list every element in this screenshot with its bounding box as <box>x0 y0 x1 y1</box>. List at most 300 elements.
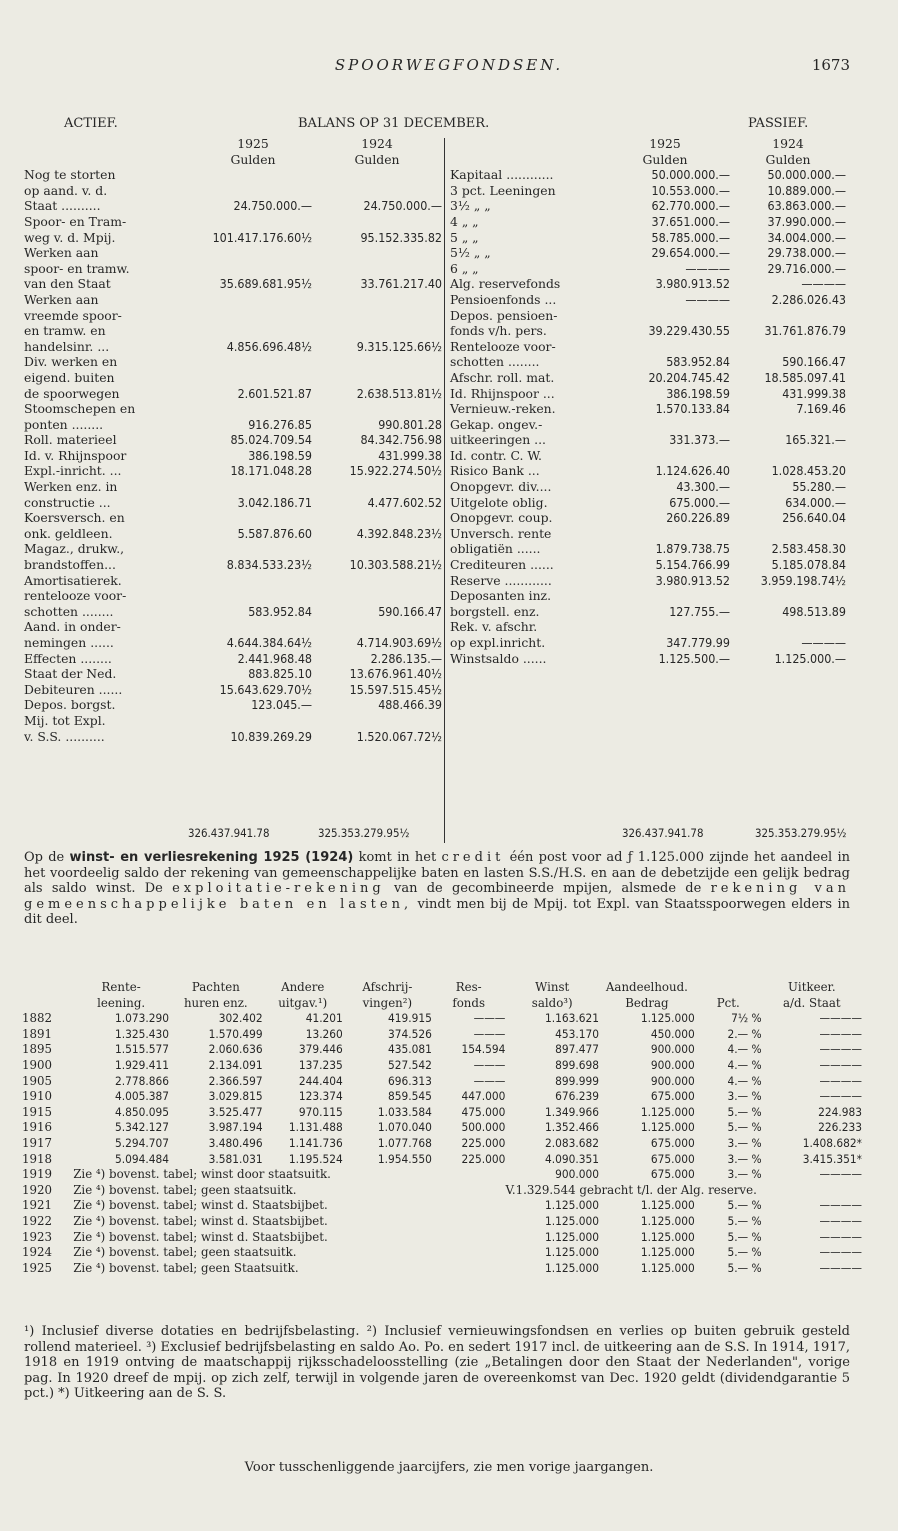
unit-row: Gulden Gulden <box>230 151 400 167</box>
value-cell: 7½ % <box>731 1011 762 1026</box>
value-1925: 62.770.000.— <box>651 198 730 214</box>
liabilities-row <box>450 261 846 277</box>
value-cell: ———— <box>819 1167 862 1182</box>
assets-row <box>24 230 442 246</box>
column-header: Aandeelhoud. <box>605 980 688 994</box>
value-1925: 916.276.85 <box>248 416 312 432</box>
value-1924: 488.466.39 <box>378 697 442 713</box>
item-label: Afschr. roll. mat. <box>450 369 555 385</box>
assets-row <box>24 635 442 651</box>
value-cell: 2.083.682 <box>545 1135 600 1150</box>
assets-row <box>24 198 442 214</box>
value-cell: 1.408.682* <box>802 1135 862 1150</box>
value-cell: 3.525.477 <box>208 1104 263 1119</box>
value-cell: 4.— % <box>727 1057 762 1072</box>
running-title: SPOORWEGFONDSEN. <box>334 56 564 74</box>
assets-row <box>24 651 442 667</box>
value-cell: ———— <box>819 1089 862 1104</box>
assets-table <box>24 136 442 744</box>
value-cell: 1.349.966 <box>545 1104 600 1119</box>
value-cell: 1.163.621 <box>545 1011 600 1026</box>
liabilities-row <box>450 386 846 402</box>
value-cell: 675.000 <box>650 1135 695 1150</box>
value-1925 <box>194 510 312 526</box>
value-cell: 5.— % <box>727 1245 762 1260</box>
value-1925 <box>194 588 312 604</box>
value-cell: 1.125.000 <box>640 1120 695 1135</box>
item-label: 3½ „ „ <box>450 198 491 214</box>
assets-row <box>24 682 442 698</box>
item-label: op aand. v. d. <box>24 182 108 198</box>
year-row <box>22 1167 862 1183</box>
item-label: obligatiën ...... <box>450 541 541 557</box>
value-1924: 15.597.515.45½ <box>349 681 442 697</box>
value-cell: 419.915 <box>388 1011 432 1026</box>
value-cell: 5.— % <box>727 1213 762 1228</box>
item-label: Werken aan <box>24 245 99 261</box>
assets-row <box>24 666 442 682</box>
value-cell: 225.000 <box>461 1135 506 1150</box>
value-cell: 5.— % <box>727 1260 762 1275</box>
value-1925 <box>194 261 312 277</box>
value-1924 <box>312 541 442 557</box>
assets-row <box>24 261 442 277</box>
year-row <box>22 1074 862 1090</box>
value-1924: 256.640.04 <box>782 510 846 526</box>
value-1925: 883.825.10 <box>248 666 312 682</box>
liabilities-row <box>450 541 846 557</box>
value-cell: ——— <box>473 1011 506 1026</box>
value-1925 <box>600 448 730 464</box>
value-1925 <box>194 370 312 386</box>
value-cell: 450.000 <box>650 1026 695 1041</box>
item-label: Staat .......... <box>24 198 101 214</box>
value-1925: ———— <box>685 291 730 307</box>
value-1925: 24.750.000.— <box>233 198 312 214</box>
item-label: Debiteuren ...... <box>24 681 123 697</box>
column-header: saldo³) <box>531 995 573 1010</box>
year-row <box>22 1230 862 1246</box>
liabilities-row <box>450 230 846 246</box>
value-cell: 5.— % <box>727 1229 762 1244</box>
value-1924: 3.959.198.74½ <box>760 572 846 588</box>
value-cell: 1.125.000 <box>545 1198 600 1213</box>
value-1925: 101.417.176.60½ <box>212 229 312 245</box>
value-1925: 5.154.766.99 <box>655 557 730 573</box>
value-cell: 1.070.040 <box>377 1120 432 1135</box>
value-cell: 2.— % <box>727 1026 762 1041</box>
value-cell: 696.313 <box>388 1073 432 1088</box>
column-header: fonds <box>452 995 486 1010</box>
value-1925: 15.643.629.70½ <box>219 681 312 697</box>
item-label: handelsinr. ... <box>24 338 110 354</box>
value-1925 <box>194 619 312 635</box>
value-1924: 18.585.097.41 <box>764 369 846 385</box>
value-1924 <box>312 619 442 635</box>
value-1925 <box>194 479 312 495</box>
value-1924 <box>312 354 442 370</box>
value-1924: 1.520.067.72½ <box>356 728 442 744</box>
page-number: 1673 <box>811 56 850 74</box>
value-1925: 50.000.000.— <box>651 167 730 183</box>
value-1924: ———— <box>801 635 846 650</box>
item-label: Div. werken en <box>24 354 118 370</box>
year-cell: 1925 <box>22 1260 53 1275</box>
value-1925: 85.024.709.54 <box>230 432 312 448</box>
profit-loss-note: Op de winst- en verliesrekening 1925 (1924) komt in het credit één post voor ad ƒ 1.125.000 zijnde het aandeel in het voordeelig saldo der rekening van gemeenschappelijke baten en lasten S.S./H.S. en aan de debetzijde een gelijk bedrag als saldo winst. De exploitatie-rekening van de gecombineerde mpijen, alsmede de rekening van gemeenschappelijke baten en lasten, vindt men bij de Mpij. tot Expl. van Staatsspoorwegen elders in dit deel. <box>24 850 850 927</box>
value-1924 <box>730 448 846 464</box>
year-row <box>22 1027 862 1043</box>
item-label: fonds v/h. pers. <box>450 323 547 339</box>
liabilities-row <box>450 276 846 292</box>
value-1924: 33.761.217.40 <box>360 276 442 292</box>
value-cell: 900.000 <box>650 1057 695 1072</box>
value-cell: 675.000 <box>650 1167 695 1182</box>
assets-row <box>24 245 442 261</box>
value-cell: 1.125.000 <box>640 1104 695 1119</box>
value-1924: 2.286.026.43 <box>771 291 846 307</box>
value-cell: 5.— % <box>727 1198 762 1213</box>
value-1925: 35.689.681.95½ <box>219 276 312 292</box>
item-label: Expl.-inricht. ... <box>24 463 122 479</box>
value-1925: 127.755.— <box>669 603 730 619</box>
value-cell: 137.235 <box>298 1057 343 1072</box>
value-cell: 1.077.768 <box>377 1135 432 1150</box>
value-1925: 583.952.84 <box>248 603 312 619</box>
value-cell: 4.— % <box>727 1073 762 1088</box>
value-1924: 1.125.000.— <box>774 650 846 666</box>
item-label: 6 „ „ <box>450 260 479 276</box>
value-1924: 31.761.876.79 <box>764 323 846 339</box>
item-label: Staat der Ned. <box>24 666 117 682</box>
year-cell: 1919 <box>22 1167 53 1182</box>
value-cell: 1.125.000 <box>545 1260 600 1275</box>
value-cell: 3.— % <box>727 1151 762 1166</box>
value-cell: ———— <box>819 1198 862 1213</box>
value-cell: ———— <box>819 1057 862 1072</box>
year-cell: 1921 <box>22 1198 53 1213</box>
value-cell: 5.294.707 <box>115 1135 170 1150</box>
liabilities-row <box>450 588 846 604</box>
value-1924 <box>312 292 442 308</box>
value-1925: 331.373.— <box>669 432 730 448</box>
value-1925 <box>194 713 312 729</box>
remark-cell: Zie ⁴) bovenst. tabel; winst d. Staatsbijbet. <box>73 1229 328 1244</box>
value-cell: 1.570.499 <box>208 1026 263 1041</box>
assets-row <box>24 541 442 557</box>
liabilities-row <box>450 432 846 448</box>
value-cell: 302.402 <box>218 1011 263 1026</box>
year-row <box>22 1152 862 1168</box>
assets-row <box>24 401 442 417</box>
value-1925: 10.553.000.— <box>651 182 730 198</box>
value-1925: 1.124.626.40 <box>655 463 730 479</box>
liabilities-row <box>450 448 846 464</box>
value-cell: 3.581.031 <box>208 1151 263 1166</box>
item-label: Pensioenfonds ... <box>450 291 557 307</box>
balance-title: BALANS OP 31 DECEMBER. <box>298 116 490 131</box>
value-cell: 1.131.488 <box>288 1120 343 1135</box>
value-1924: 34.004.000.— <box>767 229 846 245</box>
value-1925: 8.834.533.23½ <box>226 557 312 573</box>
value-cell: 1.125.000 <box>545 1245 600 1260</box>
item-label: Nog te storten <box>24 167 116 183</box>
value-1924 <box>312 308 442 324</box>
assets-row <box>24 588 442 604</box>
item-label: Crediteuren ...... <box>450 557 554 573</box>
item-label: Effecten ........ <box>24 650 112 666</box>
value-cell: ———— <box>819 1042 862 1057</box>
value-cell: 1.125.000 <box>640 1011 695 1026</box>
year-cell: 1922 <box>22 1213 53 1228</box>
item-label: borgstell. enz. <box>450 603 540 619</box>
item-label: ponten ........ <box>24 416 104 432</box>
value-1924: 37.990.000.— <box>767 213 846 229</box>
item-label: weg v. d. Mpij. <box>24 229 116 245</box>
liabilities-row <box>450 604 846 620</box>
assets-row <box>24 557 442 573</box>
value-cell: 123.374 <box>298 1089 343 1104</box>
liabilities-row <box>450 573 846 589</box>
year-cell: 1923 <box>22 1229 53 1244</box>
closing-remark: Voor tusschenliggende jaarcijfers, zie men vorige jaargangen. <box>244 1460 654 1475</box>
year-row: 1925 1924 <box>237 136 393 151</box>
value-1924: 15.922.274.50½ <box>349 463 442 479</box>
item-label: 5 „ „ <box>450 229 479 245</box>
value-cell: 379.446 <box>298 1042 343 1057</box>
liabilities-row <box>450 526 846 542</box>
header-row <box>22 980 862 996</box>
value-cell: 1.125.000 <box>640 1198 695 1213</box>
value-cell: 970.115 <box>298 1104 343 1119</box>
historical-table <box>22 980 862 1276</box>
value-1924: 990.801.28 <box>378 416 442 432</box>
item-label: Rentelooze voor- <box>450 338 556 354</box>
value-1924: 29.716.000.— <box>767 260 846 276</box>
liabilities-heading: PASSIEF. <box>748 116 809 131</box>
value-1924: 4.477.602.52 <box>367 494 442 510</box>
value-cell: 900.000 <box>555 1167 600 1182</box>
value-cell: 5.— % <box>727 1104 762 1119</box>
assets-row <box>24 713 442 729</box>
value-cell: 5.342.127 <box>115 1120 170 1135</box>
column-divider <box>444 138 445 843</box>
value-1924 <box>312 167 442 183</box>
value-1924 <box>312 245 442 261</box>
value-cell: 527.542 <box>388 1057 432 1072</box>
liabilities-total-1924: 325.353.279.95½ <box>755 826 847 840</box>
item-label: 3 pct. Leeningen <box>450 182 556 198</box>
value-1925: 386.198.59 <box>666 385 730 401</box>
value-cell: 675.000 <box>650 1151 695 1166</box>
liabilities-row <box>450 167 846 183</box>
value-1924 <box>730 619 846 635</box>
value-1925: 1.879.738.75 <box>655 541 730 557</box>
column-header: Pachten <box>191 980 240 994</box>
column-header: a/d. Staat <box>782 995 841 1010</box>
value-1925 <box>600 339 730 355</box>
assets-row <box>24 386 442 402</box>
value-1925: 10.839.269.29 <box>230 728 312 744</box>
value-1924: 55.280.— <box>792 479 846 495</box>
item-label: de spoorwegen <box>24 385 120 401</box>
value-cell: 1.073.290 <box>115 1011 170 1026</box>
value-1925 <box>600 308 730 324</box>
value-cell: 3.— % <box>727 1167 762 1182</box>
value-1925 <box>600 417 730 433</box>
value-1925 <box>194 354 312 370</box>
item-label: Koersversch. en <box>24 510 125 526</box>
balance-heading <box>58 116 848 132</box>
value-cell: ——— <box>473 1026 506 1041</box>
year-row <box>22 1089 862 1105</box>
value-1925: 583.952.84 <box>666 354 730 370</box>
value-1924: 4.714.903.69½ <box>356 635 442 650</box>
value-cell: 1.125.000 <box>640 1260 695 1275</box>
value-cell: 3.— % <box>727 1135 762 1150</box>
value-cell: 3.415.351* <box>802 1151 862 1166</box>
value-1924: 590.166.47 <box>782 354 846 370</box>
column-header <box>695 980 762 996</box>
column-header: leening. <box>97 995 146 1010</box>
year-cell: 1891 <box>22 1026 53 1041</box>
column-header: huren enz. <box>183 995 248 1010</box>
item-label: Onopgevr. coup. <box>450 510 553 526</box>
liabilities-row <box>450 245 846 261</box>
remark-cell: Zie ⁴) bovenst. tabel; winst d. Staatsbijbet. <box>73 1213 328 1228</box>
liabilities-row <box>450 651 846 667</box>
year-row <box>22 1105 862 1121</box>
remark-cell: V.1.329.544 gebracht t/l. der Alg. reserve. <box>505 1182 757 1197</box>
value-1925 <box>600 588 730 604</box>
value-1925 <box>194 323 312 339</box>
item-label: Werken aan <box>24 291 99 307</box>
value-cell: 4.005.387 <box>115 1089 170 1104</box>
liabilities-row <box>450 308 846 324</box>
value-1925: 18.171.048.28 <box>230 463 312 479</box>
assets-total-1924: 325.353.279.95½ <box>318 826 410 840</box>
value-cell: 2.134.091 <box>208 1057 263 1072</box>
value-1924: 431.999.38 <box>378 447 442 463</box>
item-label: brandstoffen... <box>24 557 116 573</box>
value-1924 <box>312 323 442 339</box>
assets-row <box>24 495 442 511</box>
value-cell: 13.260 <box>305 1026 343 1041</box>
item-label: 5½ „ „ <box>450 245 491 261</box>
value-cell: 3.480.496 <box>208 1135 263 1150</box>
year-cell: 1900 <box>22 1057 53 1072</box>
item-label: spoor- en tramw. <box>24 260 130 276</box>
value-1925: 3.042.186.71 <box>237 494 312 510</box>
column-header: Pct. <box>716 995 740 1010</box>
column-header <box>22 996 73 1012</box>
item-label: Kapitaal ............ <box>450 167 554 183</box>
value-1924 <box>730 526 846 542</box>
value-1924 <box>312 183 442 199</box>
year-row: 1925 1924 <box>649 136 804 151</box>
remark-cell: Zie ⁴) bovenst. tabel; geen Staatsuitk. <box>73 1260 299 1275</box>
column-header: Afschrij- <box>362 980 413 994</box>
column-header: Bedrag <box>625 995 669 1010</box>
item-label: Onopgevr. div.... <box>450 479 552 495</box>
liabilities-row <box>450 214 846 230</box>
value-cell: 225.000 <box>461 1151 506 1166</box>
column-header: Uitkeer. <box>787 980 836 994</box>
year-row <box>22 1214 862 1230</box>
item-label: Depos. borgst. <box>24 697 116 713</box>
value-cell: 1.954.550 <box>377 1151 432 1166</box>
assets-row <box>24 276 442 292</box>
column-header: Andere <box>281 980 325 994</box>
assets-heading: ACTIEF. <box>64 116 118 131</box>
value-cell: 1.125.000 <box>545 1213 600 1228</box>
value-1925: 123.045.— <box>251 697 312 713</box>
year-row <box>22 1261 862 1277</box>
value-cell: 475.000 <box>461 1104 506 1119</box>
value-cell: 899.698 <box>555 1057 600 1072</box>
column-header: Res- <box>455 980 482 994</box>
value-1925: 5.587.876.60 <box>237 525 312 541</box>
value-1925 <box>194 308 312 324</box>
value-cell: 1.515.577 <box>115 1042 170 1057</box>
liabilities-row <box>450 401 846 417</box>
value-cell: 1.195.524 <box>288 1151 343 1166</box>
item-label: Depos. pensioen- <box>450 307 558 323</box>
value-cell: 2.778.866 <box>115 1073 170 1088</box>
value-cell: 154.594 <box>461 1042 506 1057</box>
liabilities-row <box>450 183 846 199</box>
value-cell: 675.000 <box>650 1089 695 1104</box>
value-1925 <box>194 573 312 589</box>
liabilities-row <box>450 495 846 511</box>
value-cell: 435.081 <box>388 1042 432 1057</box>
remark-cell: Zie ⁴) bovenst. tabel; geen staatsuitk. <box>73 1182 297 1197</box>
value-1924 <box>312 479 442 495</box>
assets-row <box>24 417 442 433</box>
value-1924 <box>312 214 442 230</box>
value-cell: 1.141.736 <box>288 1135 343 1150</box>
value-cell: 5.094.484 <box>115 1151 170 1166</box>
liabilities-row <box>450 354 846 370</box>
value-1924: 1.028.453.20 <box>771 463 846 479</box>
value-cell: 453.170 <box>555 1026 600 1041</box>
year-row <box>22 1245 862 1261</box>
value-1924: 7.169.46 <box>796 401 846 417</box>
item-label: Werken enz. in <box>24 479 118 495</box>
value-cell: 1.352.466 <box>545 1120 600 1135</box>
item-label: en tramw. en <box>24 323 106 339</box>
year-cell: 1882 <box>22 1011 53 1026</box>
value-cell: 4.— % <box>727 1042 762 1057</box>
value-cell: ———— <box>819 1245 862 1260</box>
value-1924: 2.638.513.81½ <box>356 385 442 401</box>
year-cell: 1895 <box>22 1042 53 1057</box>
unit-row: Gulden Gulden <box>642 151 811 167</box>
value-cell: 447.000 <box>461 1089 506 1104</box>
year-row <box>22 1136 862 1152</box>
value-1924: 634.000.— <box>785 494 846 510</box>
value-1925 <box>194 167 312 183</box>
column-header: uitgav.¹) <box>278 995 328 1010</box>
value-1925 <box>194 292 312 308</box>
value-cell: 1.125.000 <box>640 1245 695 1260</box>
item-label: vreemde spoor- <box>24 307 122 323</box>
value-1925 <box>600 526 730 542</box>
item-label: van den Staat <box>24 276 111 292</box>
column-header: Rente- <box>101 980 141 994</box>
footnotes: ¹) Inclusief diverse dotaties en bedrijfsbelasting. ²) Inclusief vernieuwingsfondsen en verlies op buiten gebruik gesteld rollend materieel. ³) Exclusief bedrijfsbelasting en saldo Ao. Po. en sedert 1917 incl. de uitkeering aan de S.S. In 1914, 1917, 1918 en 1919 ontving de maatschappij rijksschadeloosstelling (zie „Betalingen door den Staat der Nederlanden", vorige pag. In 1920 dreef de mpij. op zich zelf, terwijl in volgende jaren de overeenkomst van Dec. 1920 geldt (dividendgarantie 5 pct.) *) Uitkeering aan de S. S. <box>24 1324 850 1401</box>
year-cell: 1920 <box>22 1182 53 1197</box>
